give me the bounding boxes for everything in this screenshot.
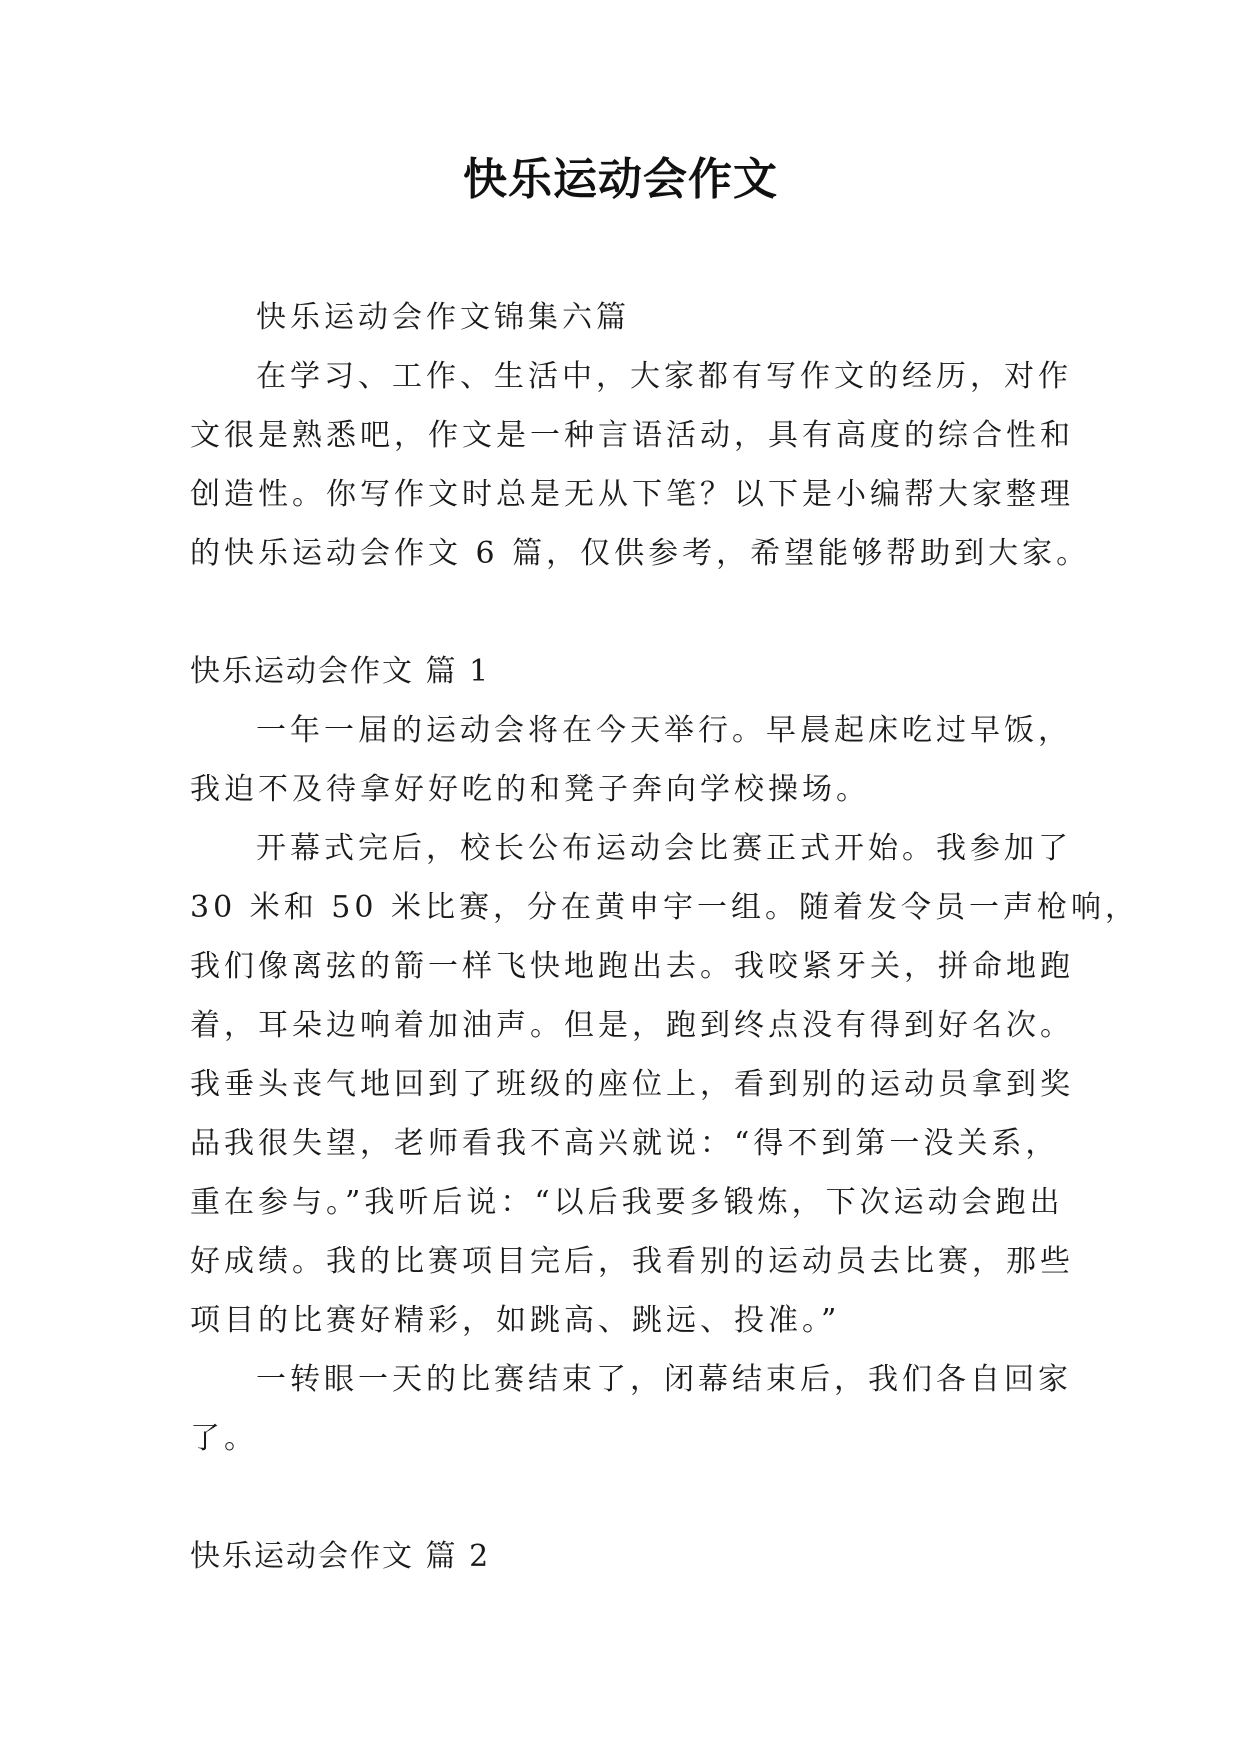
paragraph-line: 一转眼一天的比赛结束了，闭幕结束后，我们各自回家 [256, 1362, 1072, 1397]
paragraph-line: 项目的比赛好精彩，如跳高、跳远、投准。” [190, 1303, 841, 1338]
paragraph-line: 的快乐运动会作文 6 篇，仅供参考，希望能够帮助到大家。 [190, 536, 1091, 571]
paragraph-line: 我垂头丧气地回到了班级的座位上，看到别的运动员拿到奖 [190, 1067, 1074, 1102]
paragraph-line: 在学习、工作、生活中，大家都有写作文的经历，对作 [256, 359, 1072, 394]
paragraph-line: 品我很失望，老师看我不高兴就说：“得不到第一没关系， [190, 1126, 1060, 1161]
paragraph-line: 开幕式完后，校长公布运动会比赛正式开始。我参加了 [256, 831, 1072, 866]
paragraph-line: 我们像离弦的箭一样飞快地跑出去。我咬紧牙关，拼命地跑 [190, 949, 1074, 984]
paragraph-line: 一年一届的运动会将在今天举行。早晨起床吃过早饭， [256, 713, 1072, 748]
paragraph-line: 重在参与。”我听后说：“以后我要多锻炼，下次运动会跑出 [190, 1185, 1064, 1220]
paragraph-line: 30 米和 50 米比赛，分在黄申宇一组。随着发令员一声枪响， [190, 890, 1139, 925]
paragraph-line: 着，耳朵边响着加油声。但是，跑到终点没有得到好名次。 [190, 1008, 1074, 1043]
paragraph-line: 我迫不及待拿好好吃的和凳子奔向学校操场。 [190, 772, 870, 807]
paragraph-gap [190, 1468, 1060, 1527]
paragraph-line: 文很是熟悉吧，作文是一种言语活动，具有高度的综合性和 [190, 418, 1074, 453]
paragraph-gap [190, 583, 1060, 642]
paragraph-line: 了。 [190, 1421, 258, 1456]
section-heading-1: 快乐运动会作文 篇 1 [190, 654, 491, 689]
paragraph-line: 好成绩。我的比赛项目完后，我看别的运动员去比赛，那些 [190, 1244, 1074, 1279]
section-heading-2: 快乐运动会作文 篇 2 [190, 1539, 491, 1574]
intro-heading: 快乐运动会作文锦集六篇 [256, 300, 630, 335]
paragraph-line: 创造性。你写作文时总是无从下笔？以下是小编帮大家整理 [190, 477, 1074, 512]
page-title: 快乐运动会作文 [463, 154, 778, 205]
document-body [190, 288, 1139, 1586]
